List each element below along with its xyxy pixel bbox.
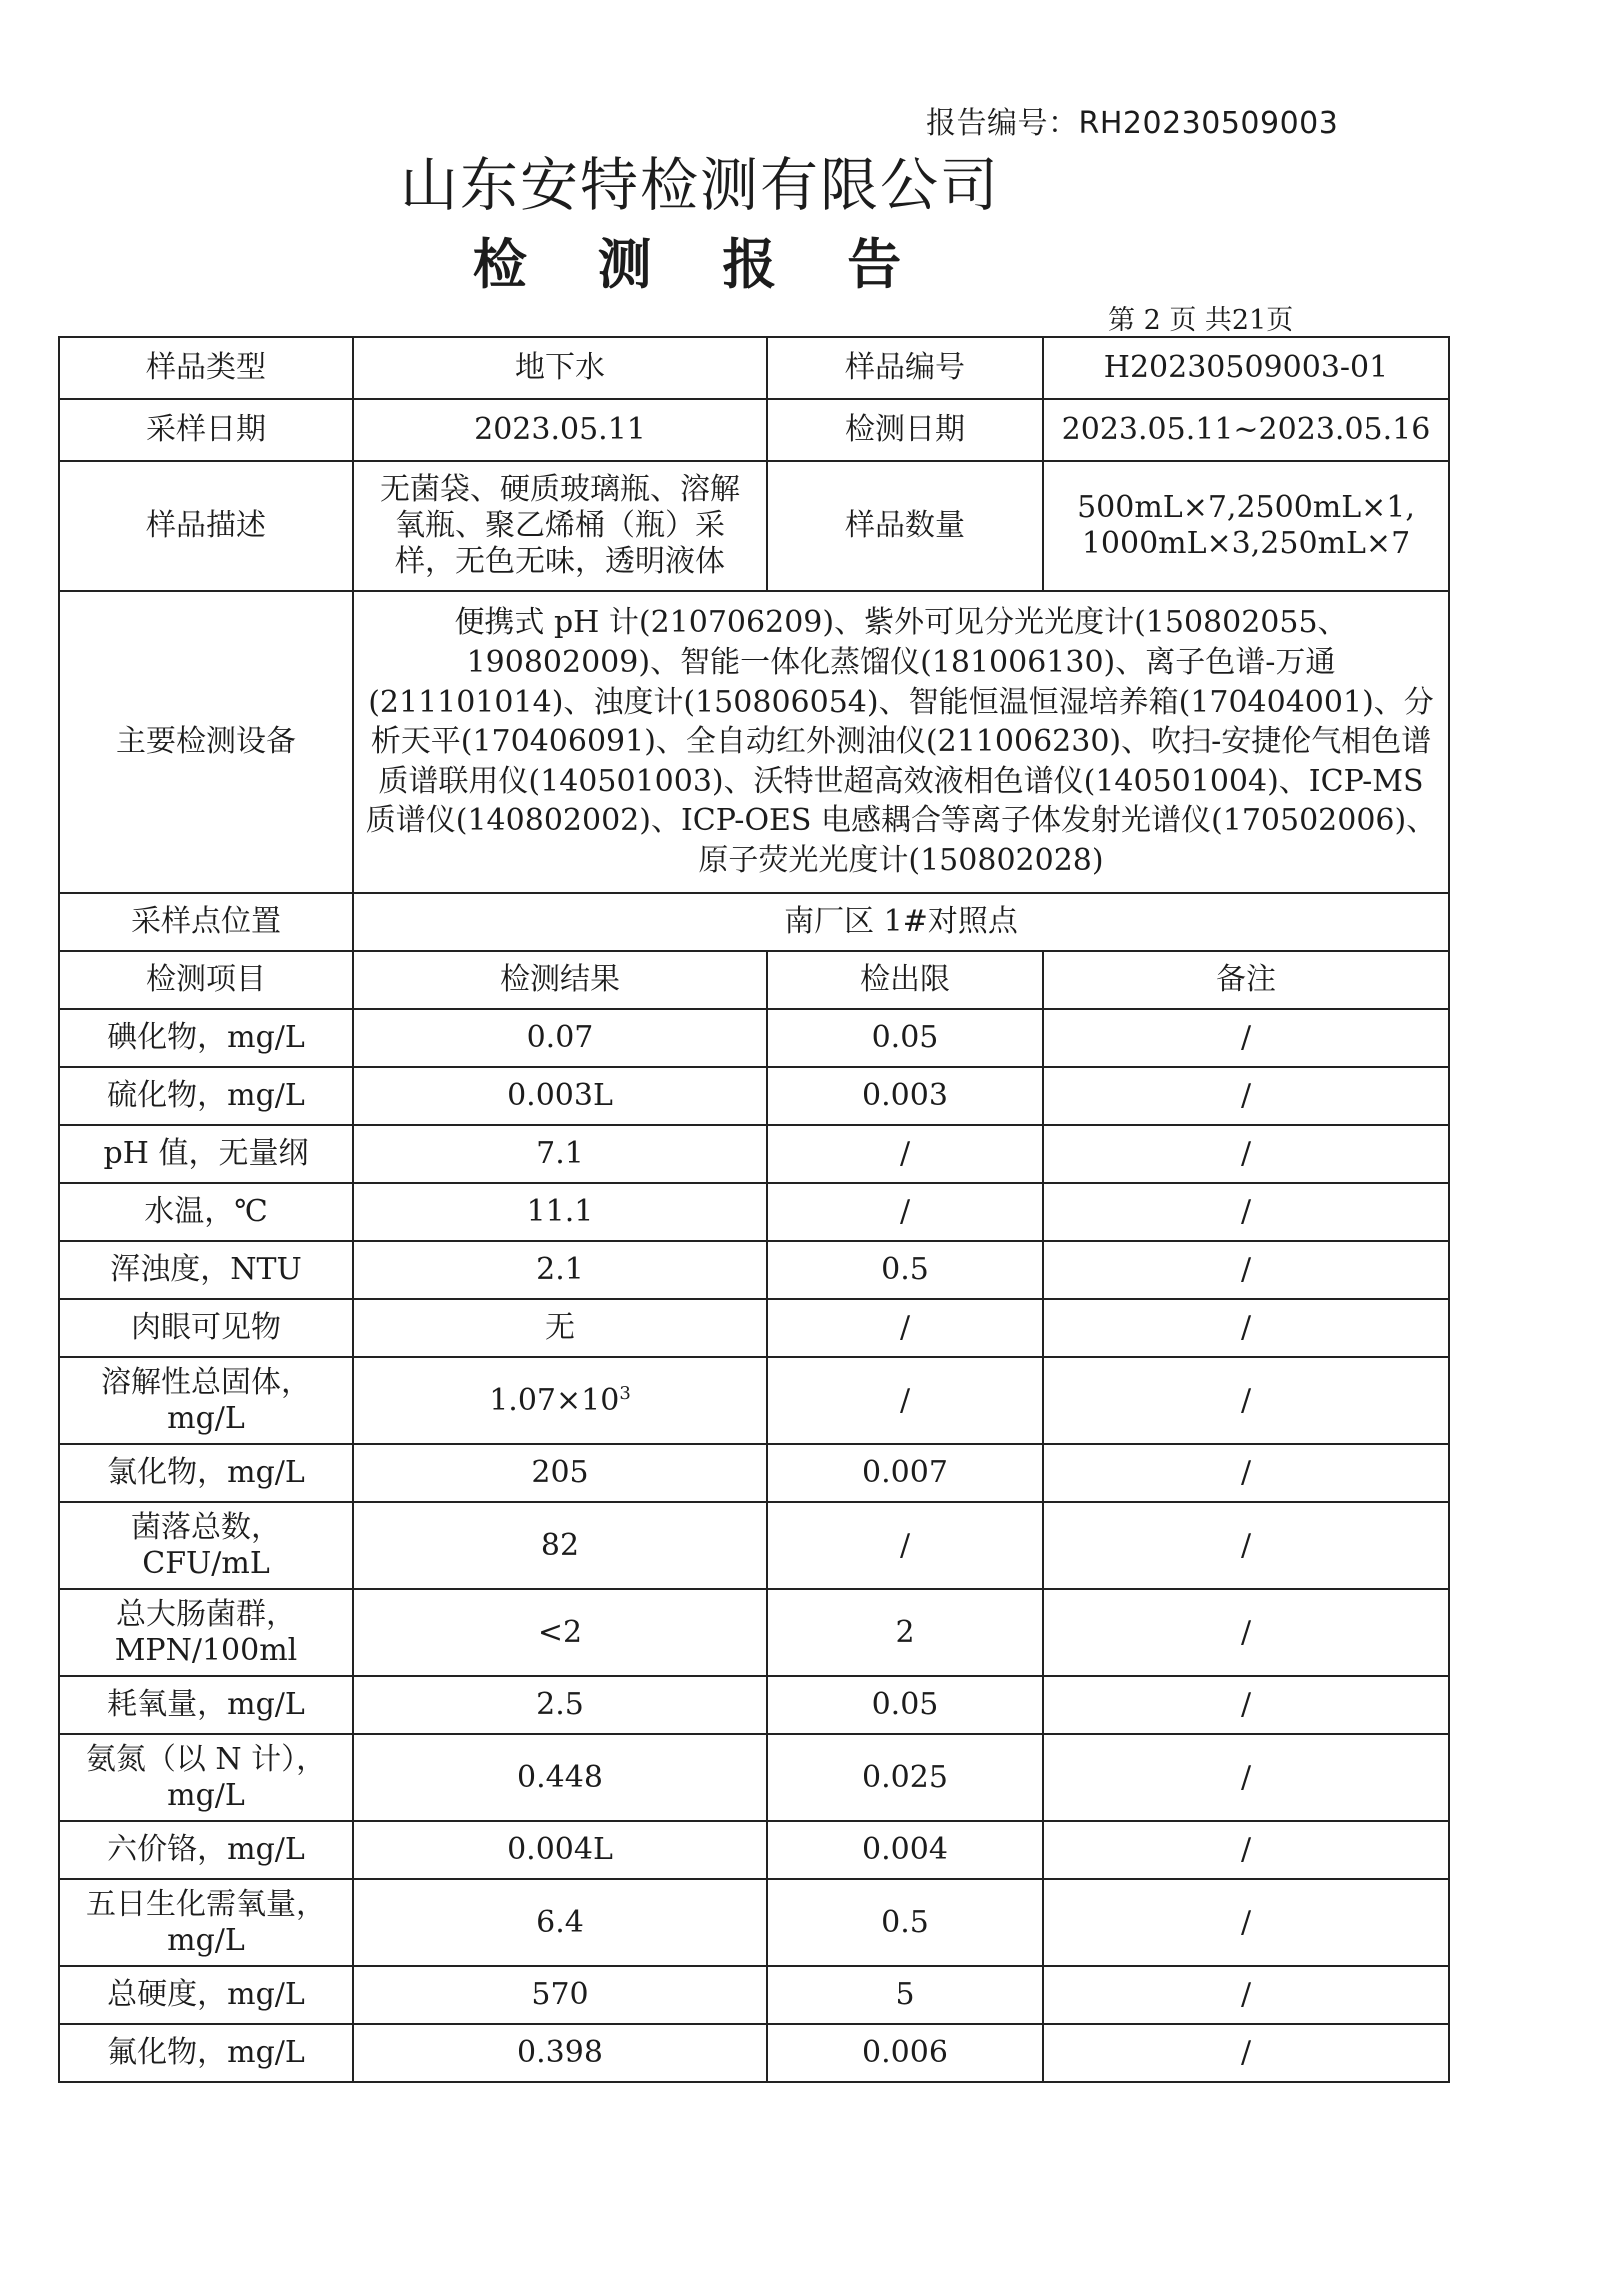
result-cell: 7.1 [353, 1125, 767, 1183]
header-note: 备注 [1043, 951, 1449, 1009]
item-cell [59, 1879, 353, 1966]
limit-cell: / [767, 1299, 1043, 1357]
limit-cell: 5 [767, 1966, 1043, 2024]
limit-cell: 0.5 [767, 1879, 1043, 1966]
results-header-row [59, 951, 1449, 1009]
sample-no-value: H20230509003-01 [1043, 337, 1449, 399]
item-cell: 氯化物，mg/L [59, 1444, 353, 1502]
sample-type-label: 样品类型 [59, 337, 353, 399]
item-cell: 氟化物，mg/L [59, 2024, 353, 2082]
result-cell: 0.448 [353, 1734, 767, 1821]
sample-no-label: 样品编号 [767, 337, 1043, 399]
result-cell: 570 [353, 1966, 767, 2024]
item-cell: 肉眼可见物 [59, 1299, 353, 1357]
item-cell: 总硬度，mg/L [59, 1966, 353, 2024]
info-row-equipment [59, 591, 1449, 893]
table-row [59, 1241, 1449, 1299]
location-label: 采样点位置 [59, 893, 353, 951]
limit-cell: 0.007 [767, 1444, 1043, 1502]
note-cell: / [1043, 1009, 1449, 1067]
result-cell: 82 [353, 1502, 767, 1589]
location-value: 南厂区 1#对照点 [353, 893, 1449, 951]
limit-cell: / [767, 1357, 1043, 1444]
company-name: 山东安特检测有限公司 [399, 151, 1000, 219]
table-row [59, 2024, 1449, 2082]
sampling-date-value: 2023.05.11 [353, 399, 767, 461]
item-line-2: CFU/mL [142, 1545, 270, 1581]
result-cell: 6.4 [353, 1879, 767, 1966]
table-row [59, 1357, 1449, 1444]
note-cell: / [1043, 1125, 1449, 1183]
item-cell [59, 1734, 353, 1821]
note-cell: / [1043, 1067, 1449, 1125]
note-cell: / [1043, 1299, 1449, 1357]
header-item: 检测项目 [59, 951, 353, 1009]
item-cell: pH 值，无量纲 [59, 1125, 353, 1183]
quantity-value [1043, 461, 1449, 591]
info-row-sample-type [59, 337, 1449, 399]
item-cell [59, 1502, 353, 1589]
result-cell: 205 [353, 1444, 767, 1502]
note-cell: / [1043, 1183, 1449, 1241]
table-row [59, 1009, 1449, 1067]
result-cell: 2.1 [353, 1241, 767, 1299]
test-date-value: 2023.05.11~2023.05.16 [1043, 399, 1449, 461]
info-row-description [59, 461, 1449, 591]
table-row [59, 1502, 1449, 1589]
report-number-value: RH20230509003 [1078, 106, 1339, 141]
result-cell: 0.398 [353, 2024, 767, 2082]
report-number [926, 98, 1338, 142]
limit-cell: / [767, 1502, 1043, 1589]
limit-cell: 0.025 [767, 1734, 1043, 1821]
item-cell: 水温，℃ [59, 1183, 353, 1241]
item-cell: 硫化物，mg/L [59, 1067, 353, 1125]
result-base: 1.07×10 [489, 1382, 620, 1418]
item-line-1: 菌落总数， [131, 1509, 281, 1545]
result-exponent: 3 [619, 1382, 631, 1404]
note-cell: / [1043, 1821, 1449, 1879]
limit-cell: 2 [767, 1589, 1043, 1676]
table-row [59, 1125, 1449, 1183]
limit-cell: 0.05 [767, 1009, 1043, 1067]
table-row [59, 1067, 1449, 1125]
item-cell [59, 1357, 353, 1444]
table-row [59, 1821, 1449, 1879]
note-cell: / [1043, 1241, 1449, 1299]
item-line-1: 溶解性总固体， [101, 1364, 311, 1400]
test-date-label: 检测日期 [767, 399, 1043, 461]
item-line-2: MPN/100ml [114, 1632, 298, 1668]
note-cell: / [1043, 1966, 1449, 2024]
description-value: 无菌袋、硬质玻璃瓶、溶解氧瓶、聚乙烯桶（瓶）采样，无色无味，透明液体 [353, 461, 767, 591]
table-row [59, 1966, 1449, 2024]
limit-cell: / [767, 1125, 1043, 1183]
quantity-line-1: 500mL×7,2500mL×1, [1077, 490, 1415, 525]
equipment-label: 主要检测设备 [59, 591, 353, 893]
item-cell: 浑浊度，NTU [59, 1241, 353, 1299]
item-cell: 碘化物，mg/L [59, 1009, 353, 1067]
limit-cell: 0.006 [767, 2024, 1043, 2082]
item-line-1: 总大肠菌群， [116, 1596, 296, 1632]
note-cell: / [1043, 1589, 1449, 1676]
note-cell: / [1043, 1879, 1449, 1966]
equipment-value: 便携式 pH 计(210706209)、紫外可见分光光度计(150802055、190802009)、智能一体化蒸馏仪(181006130)、离子色谱-万通(211101014)、浊度计(150806054)、智能恒温恒湿培养箱(170404001)、分析天平(170406091)、全自动红外测油仪(211006230)、吹扫-安捷伦气相色谱质谱联用仪(140501003)、沃特世超高效液相色谱仪(140501004)、ICP-MS 质谱仪(140802002)、ICP-OES 电感耦合等离子体发射光谱仪(170502006)、原子荧光光度计(150802028) [353, 591, 1449, 893]
quantity-line-2: 1000mL×3,250mL×7 [1081, 526, 1411, 561]
note-cell: / [1043, 1734, 1449, 1821]
header-limit: 检出限 [767, 951, 1043, 1009]
item-line-1: 氨氮（以 N 计）， [85, 1741, 327, 1777]
table-row [59, 1444, 1449, 1502]
note-cell: / [1043, 1357, 1449, 1444]
result-cell: 0.07 [353, 1009, 767, 1067]
table-row [59, 1879, 1449, 1966]
limit-cell: 0.003 [767, 1067, 1043, 1125]
note-cell: / [1043, 2024, 1449, 2082]
item-cell: 耗氧量，mg/L [59, 1676, 353, 1734]
table-row [59, 1734, 1449, 1821]
result-cell: 无 [353, 1299, 767, 1357]
result-cell: <2 [353, 1589, 767, 1676]
page-number: 第 2 页 共21页 [1108, 305, 1294, 336]
note-cell: / [1043, 1502, 1449, 1589]
result-cell: 2.5 [353, 1676, 767, 1734]
item-line-2: mg/L [167, 1400, 245, 1436]
note-cell: / [1043, 1444, 1449, 1502]
report-title: 检 测 报 告 [472, 233, 928, 296]
item-line-1: 五日生化需氧量， [86, 1886, 326, 1922]
result-cell: 0.003L [353, 1067, 767, 1125]
result-cell [353, 1357, 767, 1444]
item-cell: 六价铬，mg/L [59, 1821, 353, 1879]
note-cell: / [1043, 1676, 1449, 1734]
table-row [59, 1183, 1449, 1241]
item-cell [59, 1589, 353, 1676]
item-line-2: mg/L [167, 1777, 245, 1813]
result-cell: 11.1 [353, 1183, 767, 1241]
result-cell: 0.004L [353, 1821, 767, 1879]
report-number-label: 报告编号： [926, 106, 1079, 141]
table-row [59, 1589, 1449, 1676]
limit-cell: 0.05 [767, 1676, 1043, 1734]
report-table [58, 336, 1450, 2083]
sample-type-value: 地下水 [353, 337, 767, 399]
item-line-2: mg/L [167, 1922, 245, 1958]
table-row [59, 1299, 1449, 1357]
info-row-location [59, 893, 1449, 951]
limit-cell: 0.004 [767, 1821, 1043, 1879]
limit-cell: 0.5 [767, 1241, 1043, 1299]
limit-cell: / [767, 1183, 1043, 1241]
quantity-label: 样品数量 [767, 461, 1043, 591]
header-result: 检测结果 [353, 951, 767, 1009]
description-label: 样品描述 [59, 461, 353, 591]
sampling-date-label: 采样日期 [59, 399, 353, 461]
table-row [59, 1676, 1449, 1734]
info-row-dates [59, 399, 1449, 461]
